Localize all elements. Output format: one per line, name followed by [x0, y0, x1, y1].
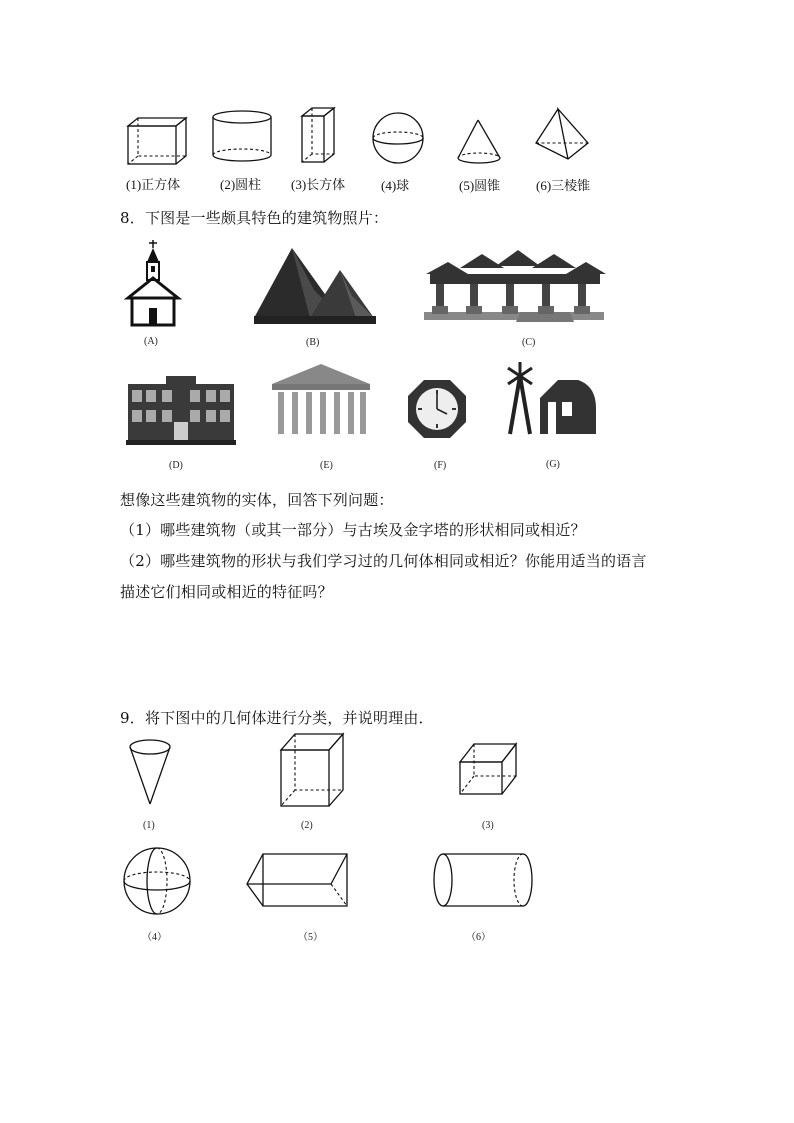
- figure-label: （4）: [142, 932, 167, 943]
- photo-label: (F): [434, 460, 447, 471]
- pyramids-image: [252, 246, 378, 328]
- temple-image: [270, 362, 372, 438]
- sphere-figure-2: [121, 847, 195, 917]
- question-8-title: 8．下图是一些颇具特色的建筑物照片：: [120, 209, 389, 227]
- solid-label: (2)圆柱: [220, 177, 262, 192]
- solid-label: (1)正方体: [126, 177, 181, 192]
- figure-label: (1): [143, 820, 155, 831]
- question-8-part-2-line-2: 描述它们相同或相近的特征吗？: [120, 583, 333, 601]
- figure-label: （5）: [298, 932, 323, 943]
- photo-label: (G): [546, 459, 560, 470]
- question-8-part-2-line-1: （2）哪些建筑物的形状与我们学习过的几何体相同或相近？你能用适当的语言: [120, 552, 647, 570]
- question-9-title: 9．将下图中的几何体进行分类，并说明理由．: [120, 709, 434, 727]
- windmill-barn-image: [504, 362, 600, 436]
- photo-label: (B): [306, 337, 320, 348]
- solid-label: (4)球: [381, 178, 410, 193]
- photo-label: (C): [522, 337, 536, 348]
- cone-figure: [456, 118, 504, 166]
- cuboid-figure: [300, 106, 336, 164]
- figure-label: (3): [482, 820, 494, 831]
- sphere-figure: [371, 114, 427, 164]
- figure-label: (2): [301, 820, 313, 831]
- triangular-prism-figure: [245, 852, 351, 908]
- photo-label: (A): [144, 336, 158, 347]
- horizontal-cylinder-figure: [433, 852, 535, 908]
- solid-label: (3)长方体: [291, 177, 346, 192]
- photo-label: (D): [169, 460, 183, 471]
- cube-figure-2: [279, 732, 347, 808]
- archway-image: [420, 248, 610, 328]
- question-8-part-1: （1）哪些建筑物（或其一部分）与古埃及金字塔的形状相同或相近？: [120, 521, 586, 539]
- cylinder-figure: [211, 110, 273, 162]
- solid-label: (5)圆锥: [459, 178, 501, 193]
- cuboid-figure-2: [458, 742, 520, 796]
- triangular-pyramid-figure: [534, 107, 590, 163]
- figure-label: （6）: [466, 932, 491, 943]
- cube-figure: [126, 116, 188, 166]
- clock-image: [406, 378, 468, 440]
- inverted-cone-figure: [127, 738, 173, 806]
- building-image: [126, 374, 236, 446]
- question-8-intro: 想像这些建筑物的实体，回答下列问题：: [120, 491, 394, 509]
- church-image: [126, 238, 180, 328]
- photo-label: (E): [320, 460, 333, 471]
- solid-label: (6)三棱锥: [536, 178, 591, 193]
